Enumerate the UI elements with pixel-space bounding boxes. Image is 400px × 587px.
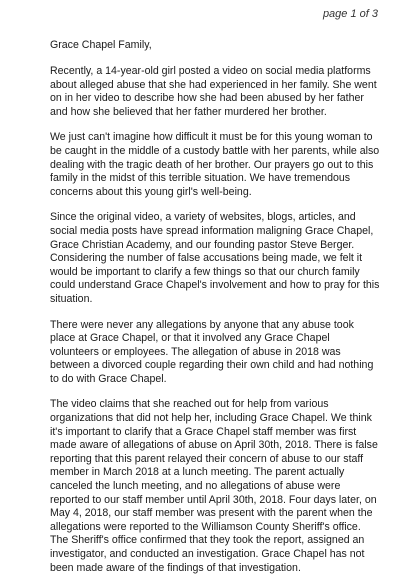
paragraph-no-allegations: There were never any allegations by anyone that any abuse took place at Grace Chapel, or that it involved any Grace Chapel volunteers or employees. The allegation of abuse in 2018 was between a divorced couple regarding their own child and had nothing to do with Grace Chapel.: [50, 318, 374, 385]
page-number: page 1 of 3: [322, 8, 378, 20]
paragraph-timeline: The video claims that she reached out for help from various organizations that did not help her, including Grace Chapel. We think it's important to clarify that a Grace Chapel staff member was first made aware of allegations of abuse on April 30th, 2018. There is false reporting that this parent relayed their concern of abuse to our staff member in March 2018 at a lunch meeting. The parent actually canceled the lunch meeting, and no allegations of abuse were reported to our staff member until April 30th, 2018. Four days later, on May 4, 2018, our staff member was present with the parent when the allegations were reported to the Williamson County Sheriff's office. The Sheriff's office confirmed that they took the report, assigned an investigator, and conducted an investigation. Grace Chapel has not been made aware of the findings of that investigation.: [50, 398, 378, 574]
paragraph-clarification: Since the original video, a variety of websites, blogs, articles, and social media posts have spread information maligning Grace Chapel, Grace Christian Academy, and our founding pastor Steve Berger. Considering the number of false accusations being made, we felt it would be important to clarify a few things so that our church family could understand Grace Chapel's involvement and how to pray for this situation.: [50, 211, 380, 305]
letter-body: [50, 38, 380, 587]
salutation: Grace Chapel Family,: [50, 39, 152, 51]
paragraph-concern: We just can't imagine how difficult it must be for this young woman to be caught in the middle of a custody battle with her parents, while also dealing with the tragic death of her brother. Our prayers go out to this family in the midst of this terrible situation. We have tremendous concerns about this young girl's well-being.: [50, 131, 380, 198]
paragraph-intro: Recently, a 14-year-old girl posted a video on social media platforms about alleged abuse that she had experienced in her family. She went on in her video to describe how she had been abused by her father and how she believed that her father murdered her brother.: [50, 65, 377, 118]
